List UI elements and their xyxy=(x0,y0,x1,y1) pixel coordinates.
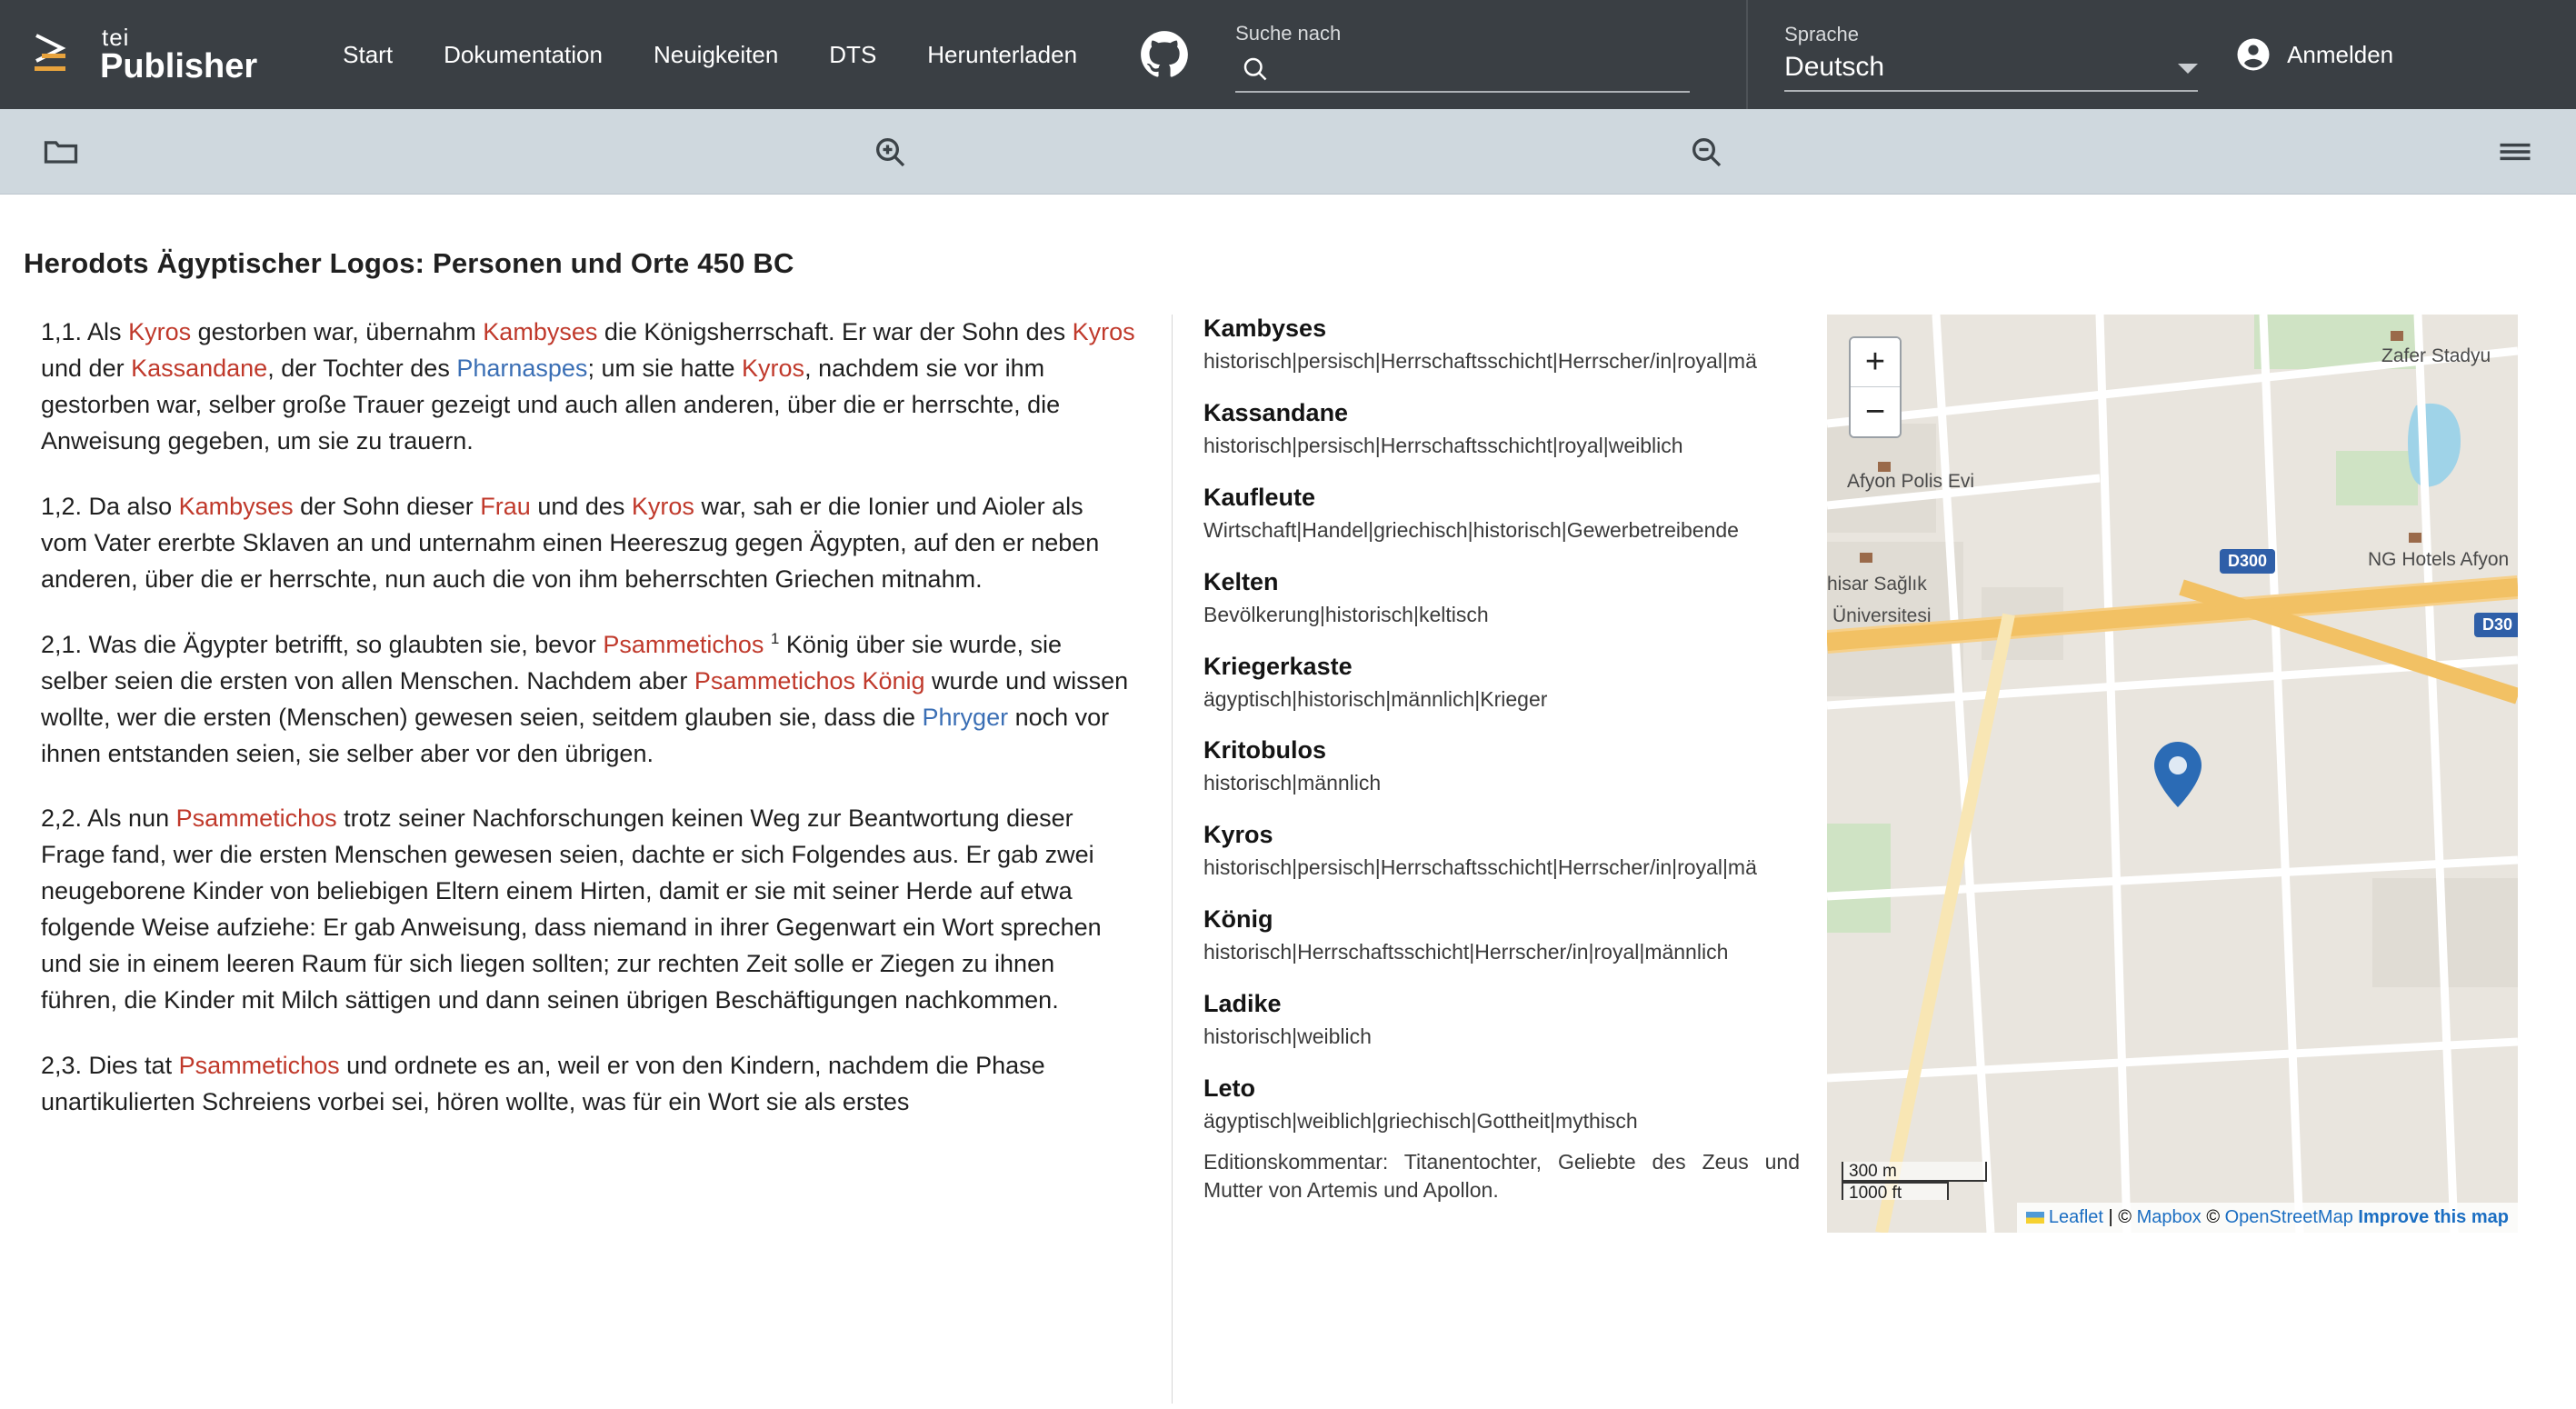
register-categories: historisch|männlich xyxy=(1203,771,1382,795)
leaflet-link[interactable]: Leaflet xyxy=(2048,1207,2103,1227)
entity-link[interactable]: Kassandane xyxy=(131,354,268,382)
register-entry[interactable] xyxy=(1203,821,1800,882)
map-label: Üniversitesi xyxy=(1832,605,1932,626)
register-term: Ladike xyxy=(1203,990,1282,1018)
search-label: Suche nach xyxy=(1235,22,1342,45)
entity-link[interactable]: Kyros xyxy=(128,318,192,345)
register-entry[interactable] xyxy=(1203,399,1800,460)
zoom-out-icon[interactable] xyxy=(1682,127,1731,176)
road-shield: D30 xyxy=(2474,613,2518,637)
map-label: hisar Sağlık xyxy=(1827,574,1927,595)
register-term: König xyxy=(1203,905,1273,934)
map-zoom-controls[interactable] xyxy=(1849,336,1902,438)
map-label: NG Hotels Afyon xyxy=(2368,549,2510,570)
search-icon xyxy=(1241,55,1268,82)
nav-item-neuigkeiten[interactable]: Neuigkeiten xyxy=(653,40,779,68)
language-value: Deutsch xyxy=(1784,52,1885,82)
footnote-marker[interactable]: 1 xyxy=(770,629,780,647)
map-scale-metric: 300 m xyxy=(1842,1162,1987,1182)
register-entry[interactable] xyxy=(1203,315,1800,375)
register-entry[interactable] xyxy=(1203,990,1800,1051)
logo-line-2: Publisher xyxy=(100,47,258,85)
language-selector[interactable] xyxy=(1784,17,2198,92)
mapbox-link[interactable]: Mapbox xyxy=(2136,1207,2202,1227)
entity-link[interactable]: Frau xyxy=(480,492,531,520)
paragraph-1-2: 1,2. Da also Kambyses der Sohn dieser Frau und des Kyros war, sah er die Ionier und Aioler als vom Vater ererbte Sklaven an und unternahm einen Heereszug gegen Ägypten, auf den er neben anderen, über die er herrschte, nun auch die von ihm beherrschten Griechen mitnahm. xyxy=(41,492,1100,593)
top-navigation-bar xyxy=(0,0,2576,109)
entity-link[interactable]: Psammetichos xyxy=(603,630,764,658)
improve-map-link[interactable]: Improve this map xyxy=(2358,1207,2509,1227)
register-categories: historisch|persisch|Herrschaftsschicht|royal|weiblich xyxy=(1203,433,1683,457)
register-comment: Editionskommentar: Titanentochter, Geliebte des Zeus und Mutter von Artemis und Apollon. xyxy=(1203,1149,1800,1202)
main-nav-links xyxy=(317,41,1103,69)
chevron-down-icon[interactable] xyxy=(2178,64,2198,74)
language-label: Sprache xyxy=(1784,23,1860,45)
map-label: Afyon Polis Evi xyxy=(1847,471,1975,492)
tei-publisher-logo-icon xyxy=(31,26,87,83)
map-attribution xyxy=(2017,1203,2518,1233)
register-entry[interactable] xyxy=(1203,484,1800,545)
paragraph-2-2: 2,2. Als nun Psammetichos trotz seiner Nachforschungen keinen Weg zur Beantwortung dieser Frage fand, wer die ersten Menschen gewesen seien, dachte er sich Folgendes aus. Er gab zwei neugeborene Kinder von beliebigen Eltern einem Hirten, damit er sie mit seiner Herde auf etwa folgende Weise aufziehe: Er gab Anweisung, dass niemand in ihrer Gegenwart ein Wort sprechen und sie in einem leeren Raum für sich liegen sollten; zur rechten Zeit solle er Ziegen zu ihnen führen, die Kinder mit Milch sättigen und dann seinen übrigen Beschäftigungen nachkommen. xyxy=(41,804,1102,1014)
nav-divider xyxy=(1746,0,1748,109)
entity-link[interactable]: Kyros xyxy=(1072,318,1135,345)
road-shield: D300 xyxy=(2220,549,2275,574)
login-label: Anmelden xyxy=(2287,40,2394,68)
register-categories: historisch|persisch|Herrschaftsschicht|Herrscher/in|royal|mä xyxy=(1203,855,1757,880)
entity-link[interactable]: Psammetichos König xyxy=(694,666,925,695)
register-entry[interactable] xyxy=(1203,653,1800,714)
entity-link[interactable]: Kambyses xyxy=(483,318,598,345)
openstreetmap-link[interactable]: OpenStreetMap xyxy=(2224,1207,2353,1227)
location-marker[interactable] xyxy=(2154,742,2202,812)
logo-line-1: tei xyxy=(102,24,130,51)
search-field[interactable] xyxy=(1235,55,1690,93)
github-icon[interactable] xyxy=(1139,29,1190,80)
map-column xyxy=(1827,315,2576,1404)
search-input[interactable] xyxy=(1279,55,1690,82)
register-term: Leto xyxy=(1203,1074,1255,1103)
register-entry[interactable] xyxy=(1203,736,1800,797)
register-term: Kassandane xyxy=(1203,398,1349,426)
nav-item-dts[interactable]: DTS xyxy=(829,40,877,68)
register-categories: Bevölkerung|historisch|keltisch xyxy=(1203,602,1489,626)
entity-link[interactable]: Kyros xyxy=(742,354,805,382)
entity-register-column xyxy=(1173,315,1827,1404)
map-label: Zafer Stadyu xyxy=(2381,345,2491,366)
map-scale-imperial: 1000 ft xyxy=(1842,1182,1949,1200)
map-scale xyxy=(1842,1162,1987,1203)
paragraph-1-1: 1,1. Als Kyros gestorben war, übernahm Kambyses die Königsherrschaft. Er war der Sohn des Kyros und der Kassandane, der Tochter des Pharnaspes; um sie hatte Kyros, nachdem sie vor ihm gestorben war, selber große Trauer gezeigt und auch allen anderen, über die er herrschte, die Anweisung gegeben, um sie zu trauern. xyxy=(41,318,1135,455)
register-term: Kaufleute xyxy=(1203,483,1316,511)
leaflet-map[interactable] xyxy=(1827,315,2518,1233)
nav-item-herunterladen[interactable]: Herunterladen xyxy=(927,40,1078,68)
register-categories: ägyptisch|historisch|männlich|Krieger xyxy=(1203,686,1548,711)
zoom-in-icon[interactable] xyxy=(865,127,914,176)
entity-link[interactable]: Psammetichos xyxy=(175,804,337,833)
paragraph-2-1: 2,1. Was die Ägypter betrifft, so glaubten sie, bevor Psammetichos $^1$ König über sie wurde, sie selber seien die ersten von allen Menschen. Nachdem aber Psammetichos König wurde und wissen wollte, wer die ersten (Menschen) gewesen seien, seitdem glauben sie, dass die Phryger noch vor ihnen entstanden seien, sie selber aber vor den übrigen. xyxy=(41,629,1129,767)
entity-link[interactable]: Kambyses xyxy=(178,492,294,520)
hamburger-menu-icon[interactable] xyxy=(2491,127,2540,176)
register-categories: ägyptisch|weiblich|griechisch|Gottheit|mythisch xyxy=(1203,1109,1638,1134)
register-term: Kambyses xyxy=(1203,315,1327,342)
document-toolbar xyxy=(0,109,2576,195)
register-entry[interactable] xyxy=(1203,1074,1800,1204)
main-content xyxy=(0,280,2576,1404)
paragraph-2-3: 2,3. Dies tat Psammetichos und ordnete es an, weil er von den Kindern, nachdem die Phase unartikulierten Schreiens vorbei sei, hören wollte, was für ein Wort sie als erstes xyxy=(41,1052,1045,1116)
register-entry[interactable] xyxy=(1203,568,1800,629)
register-categories: historisch|persisch|Herrschaftsschicht|Herrscher/in|royal|mä xyxy=(1203,349,1757,373)
folder-icon[interactable] xyxy=(36,127,85,176)
entity-link[interactable]: Psammetichos xyxy=(178,1052,340,1080)
entity-link[interactable]: Kyros xyxy=(631,492,694,520)
nav-item-start[interactable]: Start xyxy=(343,40,394,68)
register-entry[interactable] xyxy=(1203,905,1800,966)
register-term: Kyros xyxy=(1203,821,1273,849)
entity-link[interactable]: Phryger xyxy=(922,703,1009,731)
page-title: Herodots Ägyptischer Logos: Personen und Orte 450 BC xyxy=(24,247,794,279)
register-term: Kriegerkaste xyxy=(1203,652,1353,680)
register-categories: historisch|weiblich xyxy=(1203,1024,1372,1049)
attrib-sep-2: © xyxy=(2206,1207,2221,1227)
register-term: Kelten xyxy=(1203,567,1279,595)
entity-link[interactable]: Pharnaspes xyxy=(456,354,588,382)
map-zoom-out-button[interactable]: − xyxy=(1851,387,1900,436)
register-term: Kritobulos xyxy=(1203,736,1326,764)
site-logo[interactable] xyxy=(0,25,266,84)
register-categories: historisch|Herrschaftsschicht|Herrscher/in|royal|männlich xyxy=(1203,940,1729,964)
account-circle-icon xyxy=(2234,35,2272,74)
document-text-column xyxy=(0,315,1173,1404)
map-zoom-in-button[interactable]: + xyxy=(1851,338,1900,387)
register-categories: Wirtschaft|Handel|griechisch|historisch|Gewerbetreibende xyxy=(1203,517,1739,542)
leaflet-flag-icon xyxy=(2026,1212,2044,1224)
search-container xyxy=(1235,16,1690,93)
login-button[interactable] xyxy=(2234,35,2393,74)
attrib-sep-1: | © xyxy=(2108,1207,2132,1227)
nav-item-dokumentation[interactable]: Dokumentation xyxy=(444,40,603,68)
